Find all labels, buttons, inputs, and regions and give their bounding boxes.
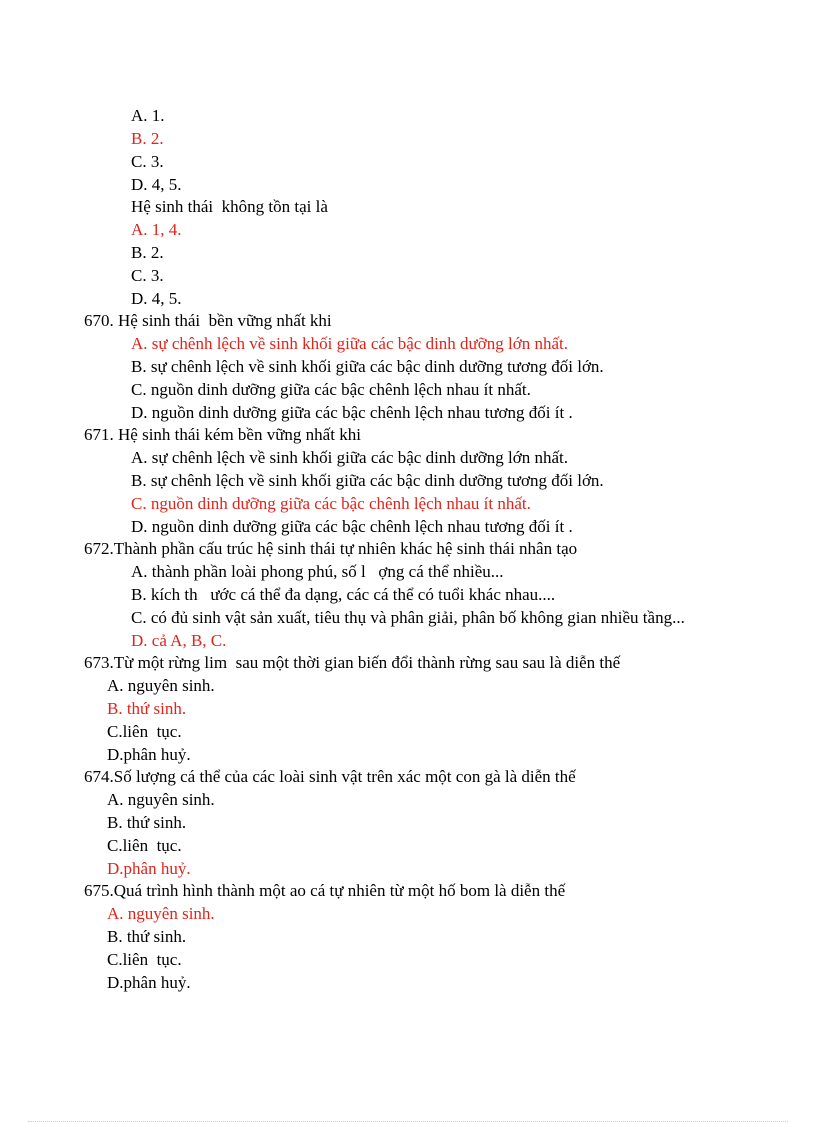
- option-line: D. nguồn dinh dưỡng giữa các bậc chênh lệch nhau tương đối ít .: [131, 517, 573, 536]
- option-line: A. nguyên sinh.: [107, 790, 215, 809]
- option-line: C. 3.: [131, 152, 164, 171]
- option-line: A. 1.: [131, 106, 165, 125]
- option-line: B. sự chênh lệch về sinh khối giữa các bậc dinh dưỡng tương đối lớn.: [131, 357, 604, 376]
- option-line: B. 2.: [131, 243, 164, 262]
- question-670: 670. Hệ sinh thái bền vững nhất khi: [84, 311, 332, 330]
- option-line: C.liên tục.: [107, 950, 182, 969]
- option-line: A. thành phần loài phong phú, số l ợng cá thể nhiều...: [131, 562, 504, 581]
- option-line: C.liên tục.: [107, 836, 182, 855]
- option-line: B. sự chênh lệch về sinh khối giữa các bậc dinh dưỡng tương đối lớn.: [131, 471, 604, 490]
- answer-line: D.phân huỷ.: [107, 859, 191, 878]
- option-line: D. nguồn dinh dưỡng giữa các bậc chênh lệch nhau tương đối ít .: [131, 403, 573, 422]
- question-671: 671. Hệ sinh thái kém bền vững nhất khi: [84, 425, 361, 444]
- answer-line: B. thứ sinh.: [107, 699, 187, 718]
- option-line: D. 4, 5.: [131, 175, 182, 194]
- option-line: A. sự chênh lệch về sinh khối giữa các bậc dinh dưỡng lớn nhất.: [131, 448, 568, 467]
- option-line: A. nguyên sinh.: [107, 676, 215, 695]
- option-line: D.phân huỷ.: [107, 973, 191, 992]
- answer-line: D. cả A, B, C.: [131, 631, 227, 650]
- question-672: 672.Thành phần cấu trúc hệ sinh thái tự nhiên khác hệ sinh thái nhân tạo: [84, 539, 578, 558]
- answer-line: B. 2.: [131, 129, 164, 148]
- question-text: Hệ sinh thái không tồn tại là: [131, 197, 328, 216]
- question-673: 673.Từ một rừng lim sau một thời gian biến đổi thành rừng sau sau là diễn thế: [84, 653, 621, 672]
- answer-line: A. 1, 4.: [131, 220, 182, 239]
- option-line: B. thứ sinh.: [107, 813, 187, 832]
- option-line: C. nguồn dinh dưỡng giữa các bậc chênh lệch nhau ít nhất.: [131, 380, 531, 399]
- option-line: B. thứ sinh.: [107, 927, 187, 946]
- question-674: 674.Số lượng cá thể của các loài sinh vật trên xác một con gà là diễn thế: [84, 767, 576, 786]
- option-line: D. 4, 5.: [131, 289, 182, 308]
- option-line: C. 3.: [131, 266, 164, 285]
- answer-line: A. nguyên sinh.: [107, 904, 215, 923]
- option-line: C. có đủ sinh vật sản xuất, tiêu thụ và phân giải, phân bố không gian nhiều tầng...: [131, 608, 685, 627]
- option-line: B. kích th ước cá thể đa dạng, các cá thể có tuổi khác nhau....: [131, 585, 556, 604]
- page-bottom-rule: [28, 1121, 788, 1122]
- answer-line: A. sự chênh lệch về sinh khối giữa các bậc dinh dưỡng lớn nhất.: [131, 334, 568, 353]
- option-line: C.liên tục.: [107, 722, 182, 741]
- question-675: 675.Quá trình hình thành một ao cá tự nhiên từ một hố bom là diễn thế: [84, 881, 566, 900]
- option-line: D.phân huỷ.: [107, 745, 191, 764]
- answer-line: C. nguồn dinh dưỡng giữa các bậc chênh lệch nhau ít nhất.: [131, 494, 531, 513]
